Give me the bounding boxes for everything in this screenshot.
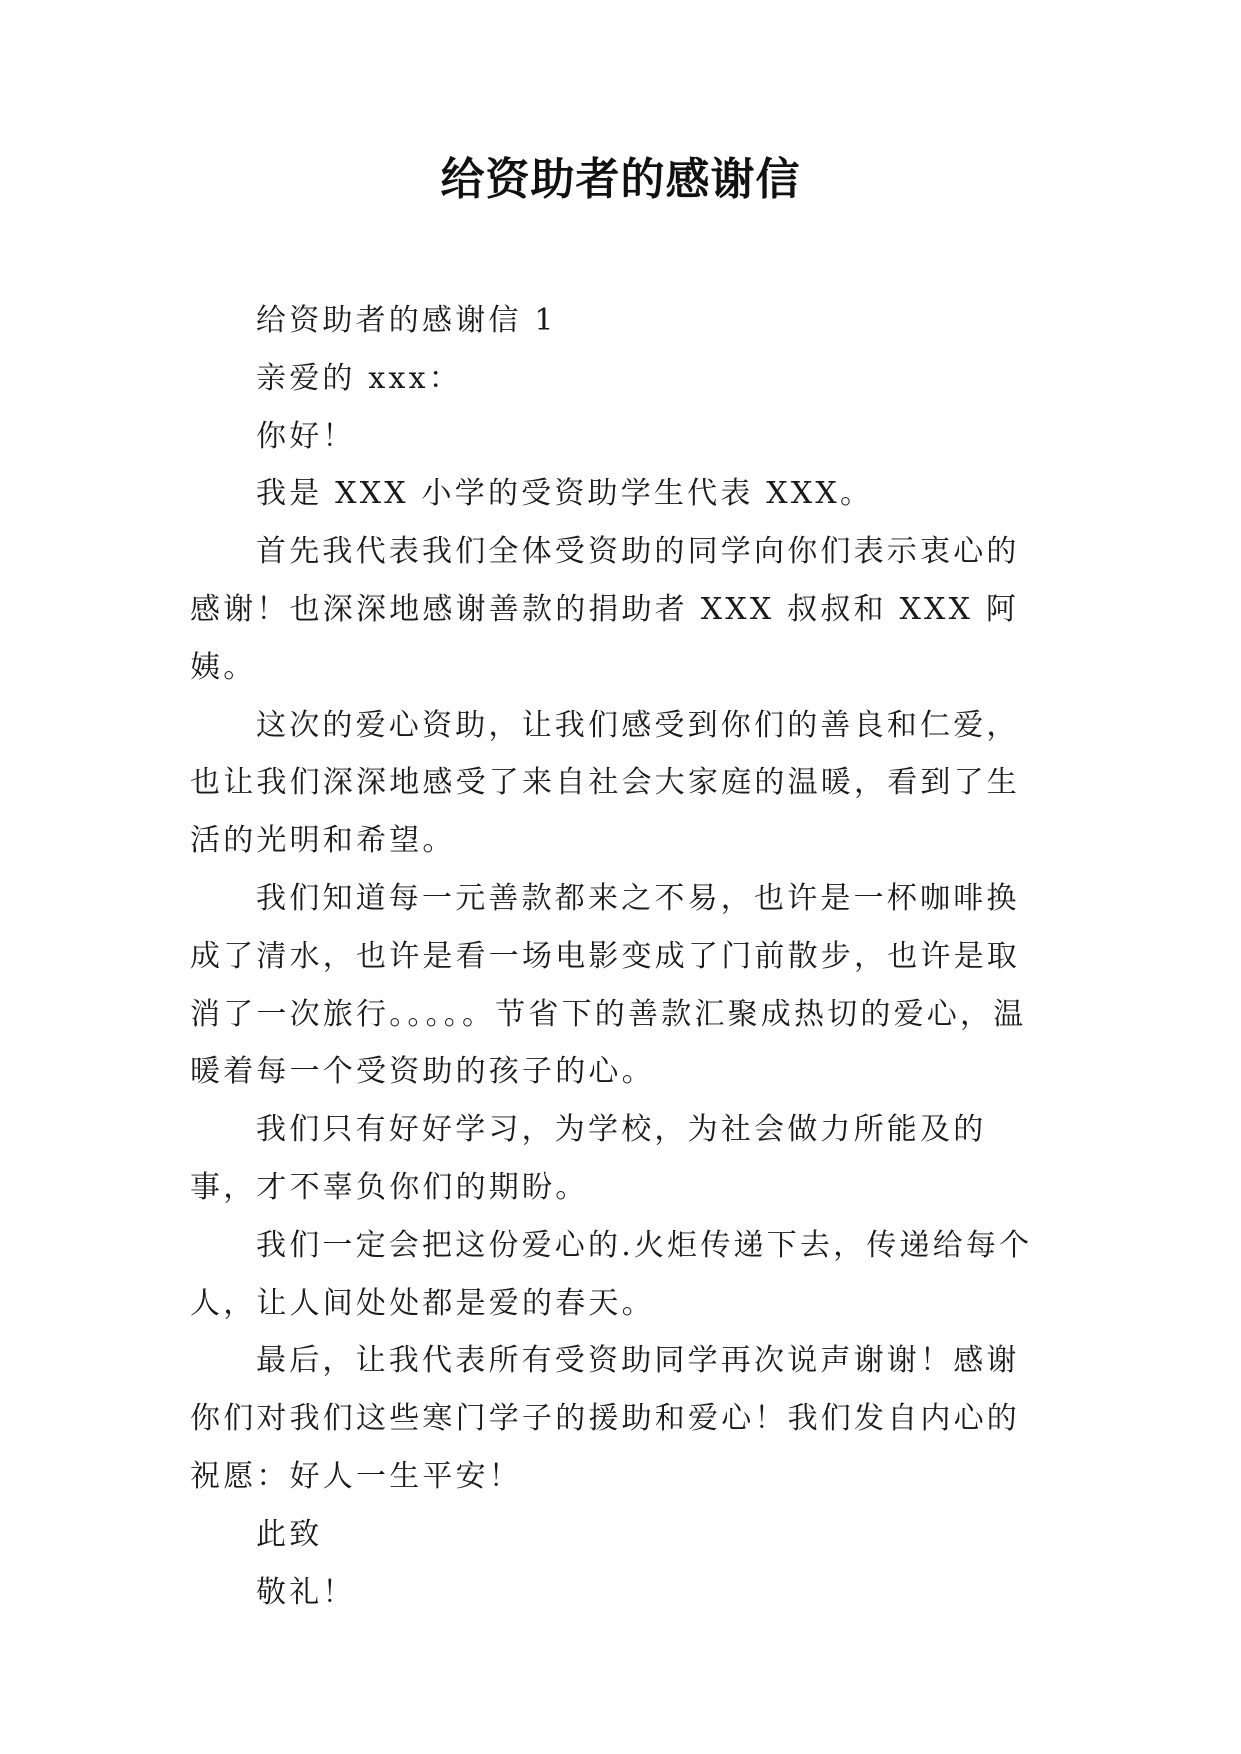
paragraph-salutation: 亲爱的 xxx： [256, 360, 462, 396]
paragraph-donations: 我们知道每一元善款都来之不易，也许是一杯咖啡换成了清水，也许是看一场电影变成了门前散步，也许是取消了一次旅行。。。。。节省下的善款汇聚成热切的爱心，温暖着每一个受资助的孩子的心。 [190, 880, 1027, 1090]
document-body [190, 292, 1050, 1621]
paragraph-torch: 我们一定会把这份爱心的.火炬传递下去，传递给每个人，让人间处处都是爱的春天。 [190, 1227, 1033, 1321]
paragraph-thanks: 首先我代表我们全体受资助的同学向你们表示衷心的感谢！也深深地感谢善款的捐助者 XXX 叔叔和 XXX 阿姨。 [190, 534, 1020, 685]
paragraph-study: 我们只有好好学习，为学校，为社会做力所能及的事，才不辜负你们的期盼。 [190, 1112, 987, 1205]
paragraph-greeting: 你好！ [256, 418, 356, 454]
paragraph-introduction: 我是 XXX 小学的受资助学生代表 XXX。 [256, 476, 874, 512]
paragraph-cizhi: 此致 [256, 1516, 323, 1552]
document-title: 给资助者的感谢信 [440, 154, 801, 205]
paragraph-closing-thanks: 最后，让我代表所有受资助同学再次说声谢谢！感谢你们对我们这些寒门学子的援助和爱心！我们发自内心的祝愿：好人一生平安！ [190, 1343, 1020, 1494]
paragraph-jingli: 敬礼！ [256, 1574, 356, 1610]
paragraph-heading: 给资助者的感谢信 1 [256, 303, 557, 338]
paragraph-feelings: 这次的爱心资助，让我们感受到你们的善良和仁爱，也让我们深深地感受了来自社会大家庭的温暖，看到了生活的光明和希望。 [190, 707, 1020, 859]
